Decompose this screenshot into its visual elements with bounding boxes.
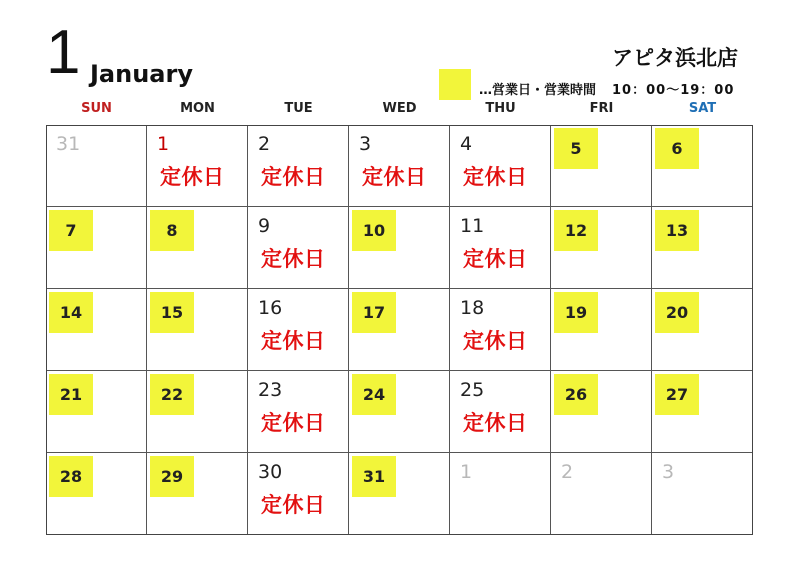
day-number: 23 xyxy=(258,379,283,401)
day-number: 18 xyxy=(460,297,485,319)
store-name: アピタ浜北店 xyxy=(612,46,738,70)
day-number: 4 xyxy=(460,133,473,155)
open-day-number: 31 xyxy=(352,456,396,497)
legend-hours: 10：00〜19：00 xyxy=(612,83,735,98)
weekday-sun: SUN xyxy=(81,101,112,116)
day-number: 30 xyxy=(258,461,283,483)
month-name: January xyxy=(90,60,193,88)
closed-day-label: 定休日 xyxy=(362,165,427,189)
month-number: 1 xyxy=(46,18,81,87)
open-day-number: 20 xyxy=(655,292,699,333)
day-number: 11 xyxy=(460,215,485,237)
open-day-number: 17 xyxy=(352,292,396,333)
closed-day-label: 定休日 xyxy=(463,329,528,353)
closed-day-label: 定休日 xyxy=(261,247,326,271)
outside-month-day-number: 1 xyxy=(460,461,473,483)
open-day-number: 5 xyxy=(554,128,598,169)
open-day-number: 10 xyxy=(352,210,396,251)
calendar-frame xyxy=(46,125,753,535)
day-number: 25 xyxy=(460,379,485,401)
open-day-number: 14 xyxy=(49,292,93,333)
closed-day-label: 定休日 xyxy=(463,411,528,435)
open-day-number: 28 xyxy=(49,456,93,497)
open-day-number: 8 xyxy=(150,210,194,251)
day-number: 3 xyxy=(359,133,372,155)
weekday-sat: SAT xyxy=(688,101,717,116)
open-day-number: 21 xyxy=(49,374,93,415)
closed-day-label: 定休日 xyxy=(463,165,528,189)
closed-day-label: 定休日 xyxy=(261,411,326,435)
open-day-number: 24 xyxy=(352,374,396,415)
closed-day-label: 定休日 xyxy=(160,165,225,189)
outside-month-day-number: 31 xyxy=(56,133,81,155)
legend-text xyxy=(479,79,734,98)
open-day-number: 22 xyxy=(150,374,194,415)
weekday-wed: WED xyxy=(382,101,417,116)
open-day-number: 29 xyxy=(150,456,194,497)
open-day-number: 7 xyxy=(49,210,93,251)
closed-day-label: 定休日 xyxy=(261,493,326,517)
weekday-fri: FRI xyxy=(589,101,614,116)
day-number: 16 xyxy=(258,297,283,319)
open-day-number: 27 xyxy=(655,374,699,415)
weekday-tue: TUE xyxy=(284,101,313,116)
closed-day-label: 定休日 xyxy=(261,329,326,353)
open-day-number: 19 xyxy=(554,292,598,333)
day-number: 1 xyxy=(157,133,170,155)
closed-day-label: 定休日 xyxy=(463,247,528,271)
weekday-mon: MON xyxy=(180,101,215,116)
day-number: 2 xyxy=(258,133,271,155)
calendar-grid xyxy=(46,125,753,535)
open-day-number: 12 xyxy=(554,210,598,251)
open-day-number: 6 xyxy=(655,128,699,169)
legend-label: …営業日・営業時間 xyxy=(479,83,597,98)
outside-month-day-number: 3 xyxy=(662,461,675,483)
outside-month-day-number: 2 xyxy=(561,461,574,483)
open-day-number: 13 xyxy=(655,210,699,251)
legend-swatch xyxy=(439,69,471,100)
day-number: 9 xyxy=(258,215,271,237)
open-day-number: 26 xyxy=(554,374,598,415)
open-day-number: 15 xyxy=(150,292,194,333)
closed-day-label: 定休日 xyxy=(261,165,326,189)
weekday-thu: THU xyxy=(485,101,516,116)
